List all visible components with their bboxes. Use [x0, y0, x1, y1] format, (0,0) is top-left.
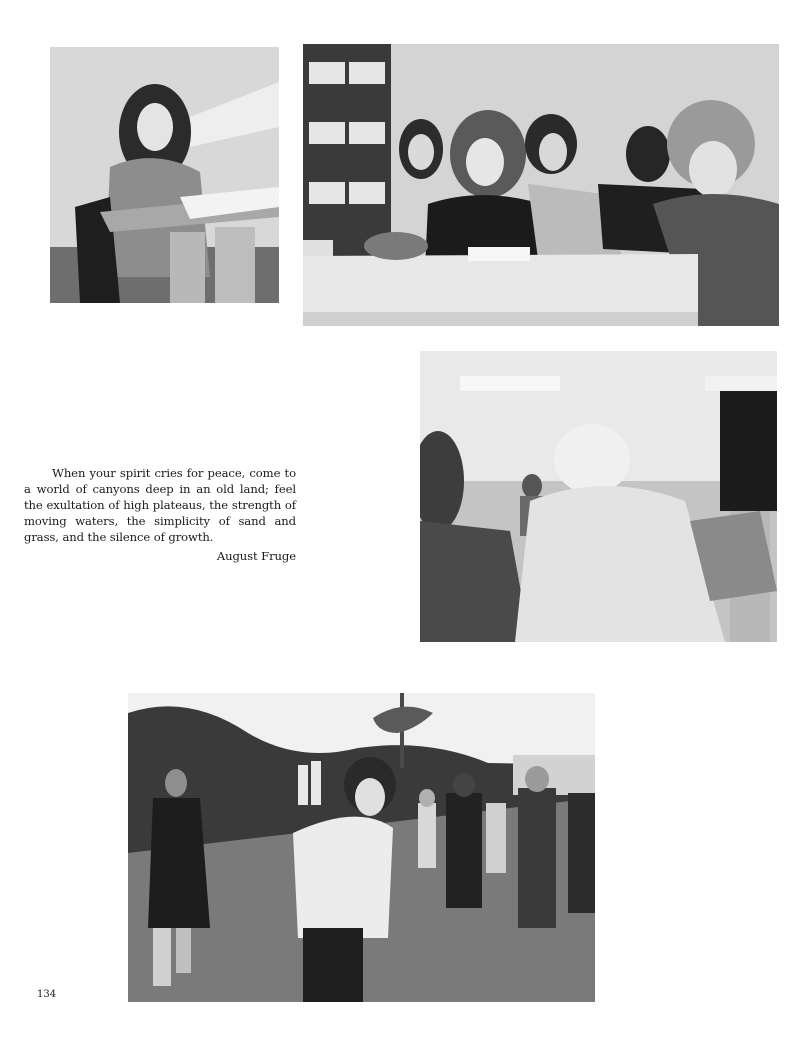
quote-author: August Fruge — [216, 549, 296, 563]
page-number: 134 — [37, 989, 57, 1000]
quote-text: When your spirit cries for peace, come to a world of canyons deep in an old land; feel the exultation of high plateaus, the strength of moving waters, the simplicity of sand and grass, and the silence of growth. — [24, 466, 296, 544]
photo-blurry-cafeteria — [420, 351, 777, 642]
photo-students-at-table — [303, 44, 779, 326]
photo-girl-at-desk — [50, 47, 279, 303]
photo-outdoor-peace-sign — [128, 693, 595, 1002]
quote-block — [24, 465, 296, 564]
